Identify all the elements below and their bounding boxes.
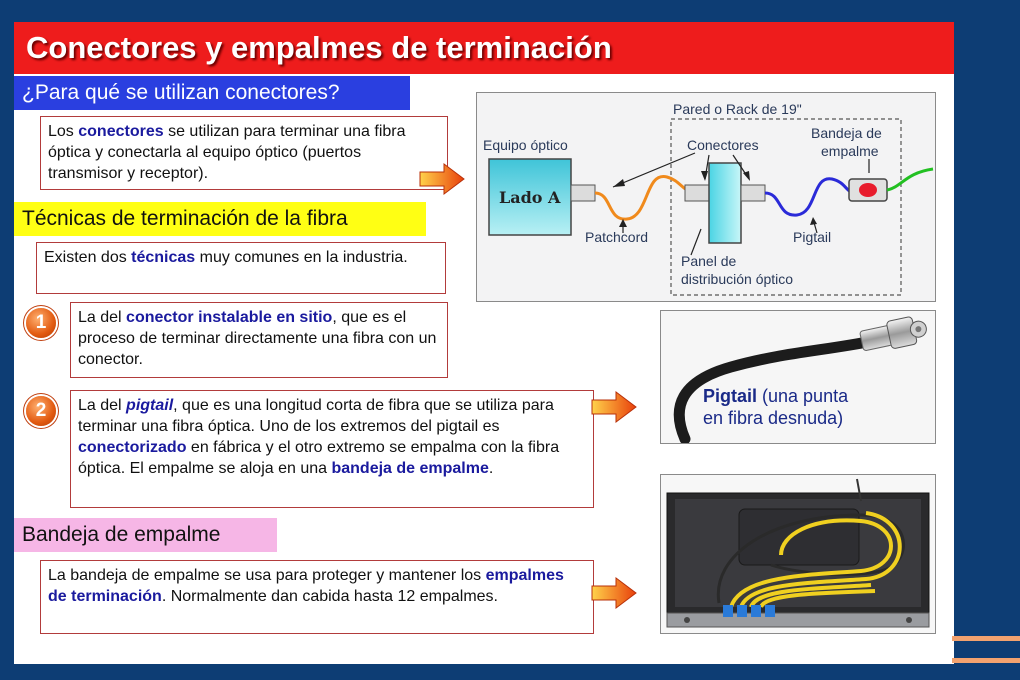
keyword-conectorizado: conectorizado bbox=[78, 439, 187, 456]
connectors-label: Conectores bbox=[687, 137, 759, 153]
patch-panel-connector bbox=[741, 185, 765, 201]
text: , que es el proceso de terminar directamente una fibra con un conector. bbox=[78, 309, 437, 368]
number-badge-1: 1 bbox=[26, 308, 56, 338]
arrow-right-icon bbox=[590, 390, 638, 424]
connection-diagram bbox=[476, 92, 936, 302]
splice-tray-label-line1: Bandeja de bbox=[811, 125, 882, 141]
text: . Normalmente dan cabida hasta 12 empalmes. bbox=[161, 588, 498, 605]
field-fiber bbox=[887, 169, 933, 190]
panel-label-line1: Panel de bbox=[681, 253, 737, 269]
decorative-stripe bbox=[952, 658, 1020, 663]
pigtail-label: Pigtail bbox=[793, 229, 832, 245]
slide bbox=[14, 22, 954, 664]
connectors-description-box bbox=[40, 116, 448, 190]
heading-termination-techniques: Técnicas de terminación de la fibra bbox=[14, 202, 426, 236]
keyword-pigtail-italic: pigtail bbox=[126, 397, 174, 414]
text: La del bbox=[78, 397, 127, 414]
arrow-right-icon bbox=[418, 162, 466, 196]
keyword-bandeja-empalme: bandeja de empalme bbox=[331, 460, 489, 477]
keyword-pigtail bbox=[126, 397, 173, 414]
text: , que es una longitud corta de fibra que se utiliza para terminar una fibra óptica. Uno de los extremos del pigtail es bbox=[78, 397, 554, 435]
equipment-label: Equipo óptico bbox=[483, 137, 568, 153]
heading-connectors-purpose: ¿Para qué se utilizan conectores? bbox=[14, 76, 410, 110]
text: en fábrica y el otro extremo se empalma con la fibra óptica. El empalme se aloja en una bbox=[78, 439, 560, 477]
keyword-conector-instalable: conector instalable en sitio bbox=[126, 309, 333, 326]
pigtail-caption-line2: en fibra desnuda) bbox=[703, 408, 844, 428]
keyword-conectores: conectores bbox=[78, 123, 164, 140]
text: muy comunes en la industria. bbox=[195, 249, 408, 266]
equipment-port bbox=[571, 185, 595, 201]
slide-title: Conectores y empalmes de terminación bbox=[26, 30, 612, 65]
heading-splice-tray: Bandeja de empalme bbox=[14, 518, 277, 552]
text: se utilizan para terminar una fibra óptica y conectarla al equipo óptico (puertos transmisor y receptor). bbox=[48, 123, 406, 182]
text: . bbox=[488, 460, 494, 477]
technique-field-connector-box bbox=[70, 302, 448, 378]
pigtail-caption-rest: (una punta bbox=[757, 386, 849, 406]
rack-label: Pared o Rack de 19" bbox=[673, 101, 802, 117]
pigtail-caption-bold: Pigtail bbox=[703, 386, 758, 406]
patchcord-fiber bbox=[595, 176, 699, 219]
keyword-tecnicas: técnicas bbox=[131, 249, 196, 266]
technique-pigtail-box bbox=[70, 390, 594, 508]
pigtail-photo bbox=[660, 310, 936, 444]
patchcord-label: Patchcord bbox=[585, 229, 649, 245]
splice-point bbox=[859, 183, 877, 197]
techniques-intro-box bbox=[36, 242, 446, 294]
splice-tray-illustration bbox=[661, 475, 935, 633]
title-bar bbox=[14, 22, 954, 74]
pigtail-caption bbox=[703, 385, 848, 429]
decorative-stripe bbox=[952, 636, 1020, 641]
number-badge-2: 2 bbox=[26, 396, 56, 426]
splice-tray-photo bbox=[660, 474, 936, 634]
splice-tray-label-line2: empalme bbox=[821, 143, 879, 159]
text: La bandeja de empalme se usa para proteger y mantener los bbox=[48, 567, 486, 584]
text: Los bbox=[48, 123, 79, 140]
text: Existen dos bbox=[44, 249, 132, 266]
text: La del bbox=[78, 309, 127, 326]
splice-tray-description-box bbox=[40, 560, 594, 634]
panel-label-line2: distribución óptico bbox=[681, 271, 794, 287]
side-a-label: Lado A bbox=[499, 188, 561, 207]
keyword-empalmes-terminacion: empalmes de terminación bbox=[48, 567, 564, 605]
arrow-right-icon bbox=[590, 576, 638, 610]
patch-panel-connector bbox=[685, 185, 709, 201]
distribution-panel bbox=[709, 163, 741, 243]
